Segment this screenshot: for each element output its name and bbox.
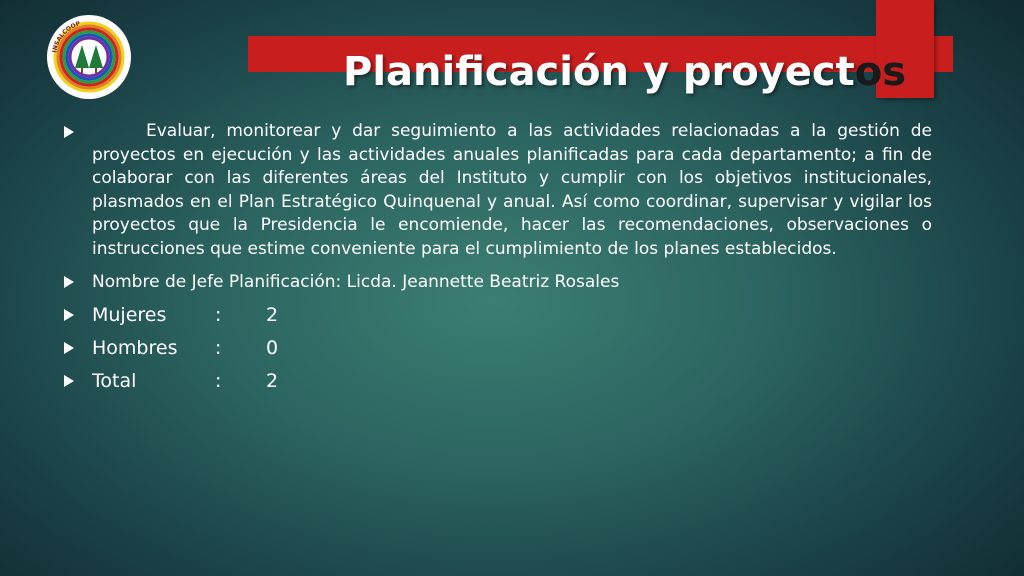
jefe-text: Nombre de Jefe Planificación: Licda. Jeannette Beatriz Rosales: [92, 272, 620, 292]
description-text: Evaluar, monitorear y dar seguimiento a las actividades relacionadas a la gestión de proyectos en ejecución y las actividades anuales planificadas para cada departamento; a fin de colaborar con las diferentes áreas del Instituto y cumplir con los objetivos institucionales, plasmados en el Plan Estratégico Quinquenal y anual. Así como coordinar, supervisar y vigilar los proyectos que la Presidencia le encomiende, hacer las recomendaciones, observaciones o instrucciones que estime conveniente para el cumplimiento de los planes establecidos.: [92, 121, 932, 259]
stat-row-mujeres: [64, 304, 932, 326]
pine-trees-emblem-icon: [46, 14, 132, 100]
stat-row-hombres: [64, 337, 932, 359]
stat-value: 0: [266, 337, 279, 359]
logo-text: INSALCOOP: [51, 20, 82, 54]
bullet-arrow-icon: [64, 276, 74, 288]
institution-logo: [46, 14, 132, 100]
title-main: Planificación y proyect: [343, 49, 855, 95]
list-item-jefe: [64, 271, 932, 293]
bullet-arrow-icon: [64, 375, 74, 387]
stat-value: 2: [266, 370, 279, 392]
stat-label: Total: [92, 370, 137, 392]
stat-label: Hombres: [92, 337, 178, 359]
stat-separator: :: [215, 337, 222, 359]
stat-label: Mujeres: [92, 304, 167, 326]
slide-content: [64, 120, 932, 392]
stat-separator: :: [215, 304, 222, 326]
page-title: [343, 44, 906, 100]
stat-value: 2: [266, 304, 279, 326]
stat-separator: :: [215, 370, 222, 392]
bullet-arrow-icon: [64, 342, 74, 354]
list-item-description: [64, 120, 932, 261]
bullet-arrow-icon: [64, 309, 74, 321]
title-tail: os: [854, 49, 907, 95]
stat-row-total: [64, 370, 932, 392]
bullet-arrow-icon: [64, 126, 74, 138]
